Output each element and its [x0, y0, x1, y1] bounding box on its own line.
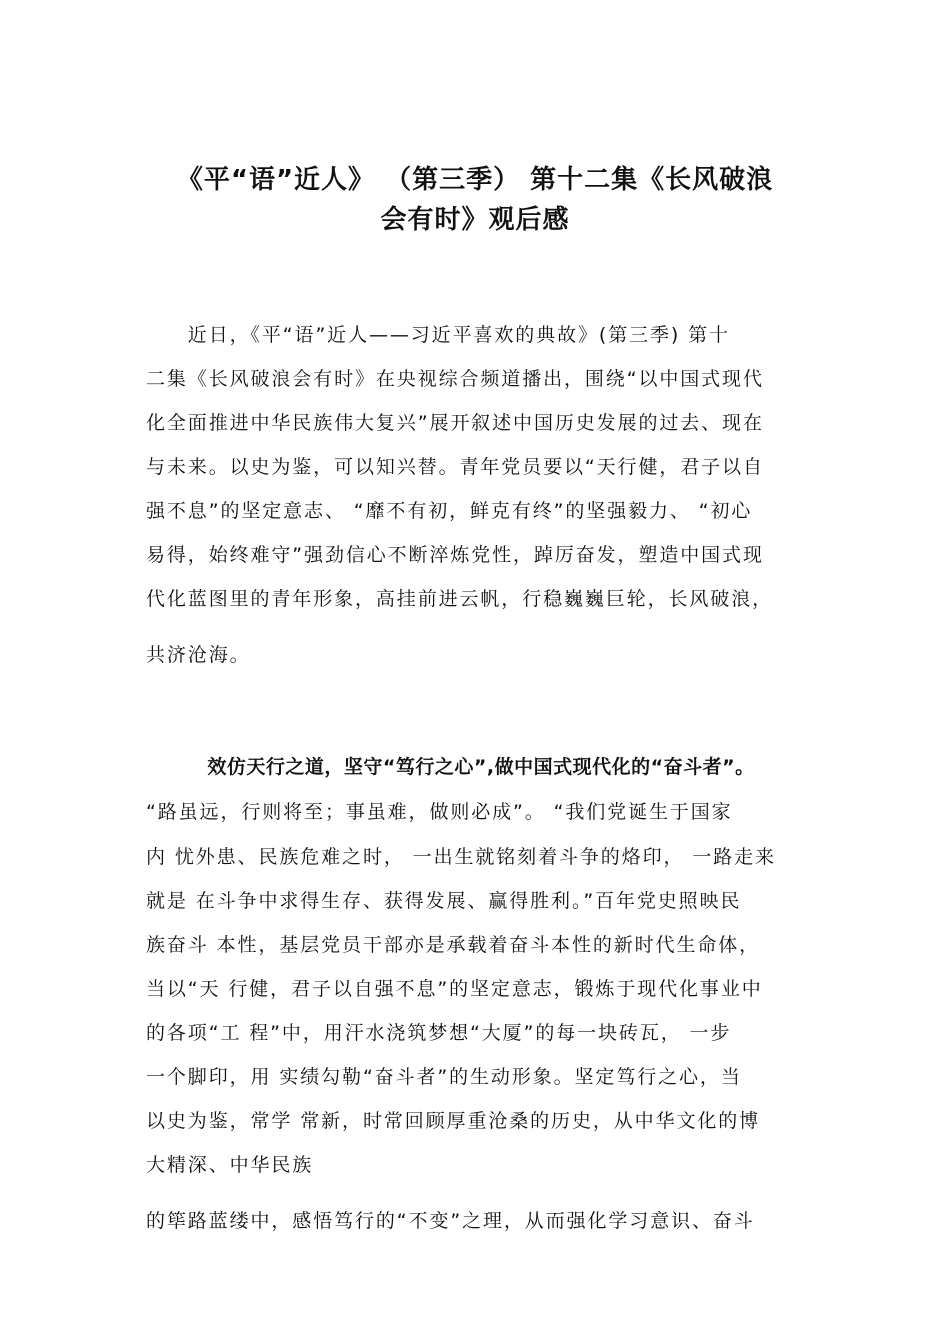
section-line: 族奋斗 本性，基层党员干部亦是承载着奋斗本性的新时代生命体， — [146, 934, 761, 956]
intro-line: 二集《长风破浪会有时》在央视综合频道播出，围绕“以中国式现代 — [146, 368, 764, 390]
section-line: “路虽远，行则将至；事虽难，做则必成”。 “我们党诞生于国家 — [146, 801, 733, 823]
section-line: 的各项“工 程”中，用汗水浇筑梦想“大厦”的每一块砖瓦， 一步 — [146, 1022, 732, 1044]
intro-line: 共济沧海。 — [146, 644, 251, 666]
section-line: 的筚路蓝缕中，感悟笃行的“不变”之理，从而强化学习意识、奋斗 — [146, 1210, 755, 1232]
section-heading: 效仿天行之道，坚守“笃行之心”,做中国式现代化的“奋斗者”。 — [207, 756, 755, 778]
section-line: 内 忧外患、民族危难之时， 一出生就铭刻着斗争的烙印， 一路走来 — [146, 846, 776, 868]
document-title-line-2: 会有时》观后感 — [380, 205, 570, 235]
document-title-line-1: 《平“语”近人》 （第三季） 第十二集《长风破浪 — [176, 165, 774, 195]
section-line: 当以“天 行健，君子以自强不息”的坚定意志，锻炼于现代化事业中 — [146, 978, 763, 1000]
intro-line: 代化蓝图里的青年形象，高挂前进云帆，行稳巍巍巨轮，长风破浪， — [146, 588, 774, 610]
intro-line: 化全面推进中华民族伟大复兴”展开叙述中国历史发展的过去、现在 — [146, 412, 764, 434]
section-line: 以史为鉴，常学 常新，时常回顾厚重沧桑的历史，从中华文化的博 — [146, 1110, 761, 1132]
intro-line: 与未来。以史为鉴，可以知兴替。青年党员要以“天行健，君子以自 — [146, 456, 764, 478]
intro-line: 强不息”的坚定意志、 “靡不有初，鲜克有终”的坚强毅力、 “初心 — [146, 500, 753, 522]
intro-line: 近日，《平“语”近人——习近平喜欢的典故》(第三季) 第十 — [146, 324, 730, 346]
section-line: 大精深、中华民族 — [146, 1154, 314, 1176]
section-line: 一个脚印，用 实绩勾勒“奋斗者”的生动形象。坚定笃行之心，当 — [146, 1066, 742, 1088]
intro-line: 易得，始终难守”强劲信心不断淬炼党性，踔厉奋发，塑造中国式现 — [146, 544, 764, 566]
section-line: 就是 在斗争中求得生存、获得发展、赢得胜利。”百年党史照映民 — [146, 890, 742, 912]
